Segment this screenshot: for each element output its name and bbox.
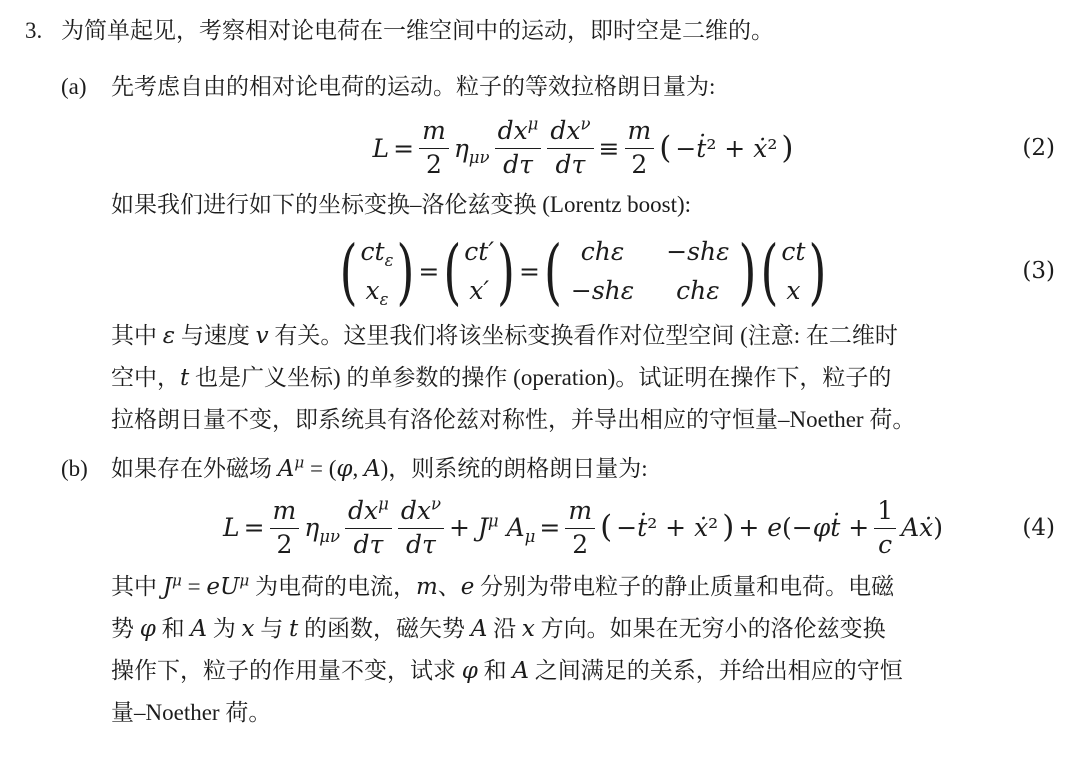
equiv-sign: ≡ — [598, 133, 620, 163]
math-kinetic-term: −ṫ² + ẋ² — [675, 133, 778, 163]
vector-ct-prime: ( ct′ x′ ) — [443, 229, 515, 314]
part-b-paragraph — [111, 566, 1055, 733]
paragraph-line: 势 φ 和 A 为 x 与 t 的函数，磁矢势 A 沿 x 方向。如果在无穷小的洛伦兹变换 — [111, 615, 886, 642]
equals-sign: = — [243, 513, 265, 542]
equation-3-number: (3) — [1022, 258, 1055, 285]
math-potential-tail: Aẋ) — [901, 513, 944, 542]
paragraph-line: 其中 ε 与速度 v 有关。这里我们将该坐标变换看作对位型空间 (注意: 在二维时 — [111, 322, 898, 349]
part-b — [61, 454, 1055, 733]
boost-matrix: ( chε −shε −shε chε ) — [543, 229, 757, 314]
right-paren: ) — [497, 229, 515, 314]
equation-2 — [111, 116, 1055, 180]
left-paren: ( — [760, 229, 779, 314]
left-paren: ( — [600, 509, 613, 545]
vector-ct-eps: ( $ct_\varepsilon$ $x_\varepsilon$ ) — [339, 229, 415, 314]
fraction-1-c: $\frac{1}{c}$ — [874, 496, 896, 560]
problem-body — [61, 16, 1055, 733]
fraction-m-2: $\frac{m}{2}$ — [270, 496, 300, 560]
fraction-dxnu-dtau: $\frac{dx^\nu}{d\tau}$ — [398, 496, 444, 560]
equation-3-math — [339, 229, 827, 314]
right-paren: ) — [808, 229, 827, 314]
math-symbol-L: L — [372, 133, 390, 163]
problem-3 — [25, 16, 1055, 733]
paragraph-line: 空中，t 也是广义坐标) 的单参数的操作 (operation)。试证明在操作下，粒子的 — [111, 364, 892, 391]
equals-sign: = — [539, 513, 561, 542]
fraction-m-2: $\frac{m}{2}$ — [565, 496, 595, 560]
part-a-paragraph — [111, 315, 1055, 440]
part-a-lead: 先考虑自由的相对论电荷的运动。粒子的等效拉格朗日量为: — [111, 74, 716, 99]
problem-number: 3. — [25, 18, 43, 43]
left-paren: ( — [443, 229, 462, 314]
part-a — [61, 72, 1055, 440]
part-a-boost-text: 如果我们进行如下的坐标变换–洛伦兹变换 (Lorentz boost): — [111, 192, 692, 217]
left-paren: ( — [659, 129, 672, 166]
part-a-content — [111, 72, 1055, 440]
equals-sign: = — [393, 133, 415, 163]
problem-intro: 为简单起见，考察相对论电荷在一维空间中的运动，即时空是二维的。 — [61, 18, 774, 43]
equation-2-math — [373, 116, 794, 180]
fraction-m-2: $\frac{m}{2}$ — [419, 116, 449, 180]
vector-ct-x: ( ct x ) — [760, 229, 827, 314]
paragraph-line: 拉格朗日量不变，即系统具有洛伦兹对称性，并导出相应的守恒量–Noether 荷。 — [111, 406, 916, 432]
part-b-content — [111, 454, 1055, 733]
fraction-dxnu-dtau: $\frac{dx^\nu}{d\tau}$ — [547, 116, 593, 180]
part-b-lead: 如果存在外磁场 $A^\mu = (\varphi$, A)，则系统的朗格朗日量为: — [111, 452, 648, 482]
math-potential-term: + e(−φṫ + — [738, 513, 870, 542]
equals-sign: = — [418, 256, 440, 286]
left-paren: ( — [543, 229, 562, 314]
fraction-dxmu-dtau: $\frac{dx^\mu}{d\tau}$ — [495, 116, 542, 180]
equation-4-number: (4) — [1022, 514, 1055, 541]
paragraph-line: 其中 $J^\mu = eU^\mu$ 为电荷的电流，m、e 分别为带电粒子的静止质量和电荷。电磁 — [111, 570, 895, 600]
math-current-term: + $J^\mu$ $A_\mu$ — [448, 511, 536, 546]
equals-sign: = — [518, 256, 540, 286]
paragraph-line: 操作下，粒子的作用量不变，试求 φ 和 A 之间满足的关系，并给出相应的守恒 — [111, 657, 903, 684]
part-b-label: (b) — [61, 455, 88, 481]
math-eta-metric: $\eta_{\mu\nu}$ — [453, 133, 490, 167]
right-paren: ) — [722, 509, 735, 545]
right-paren: ) — [396, 229, 415, 314]
left-paren: ( — [339, 229, 358, 314]
part-a-label: (a) — [61, 74, 87, 99]
equation-3 — [111, 229, 1055, 314]
fraction-dxmu-dtau: $\frac{dx^\mu}{d\tau}$ — [345, 496, 392, 560]
right-paren: ) — [781, 129, 794, 166]
right-paren: ) — [738, 229, 757, 314]
math-eta-metric: $\eta_{\mu\nu}$ — [304, 513, 340, 546]
equation-2-number: (2) — [1022, 135, 1055, 161]
fraction-m-2: $\frac{m}{2}$ — [625, 116, 655, 180]
math-symbol-L: L — [222, 513, 240, 542]
equation-4-math — [223, 496, 943, 560]
equation-4 — [111, 496, 1055, 560]
math-kinetic-term: −ṫ² + ẋ² — [616, 513, 719, 542]
paragraph-line: 量–Noether 荷。 — [111, 699, 272, 725]
